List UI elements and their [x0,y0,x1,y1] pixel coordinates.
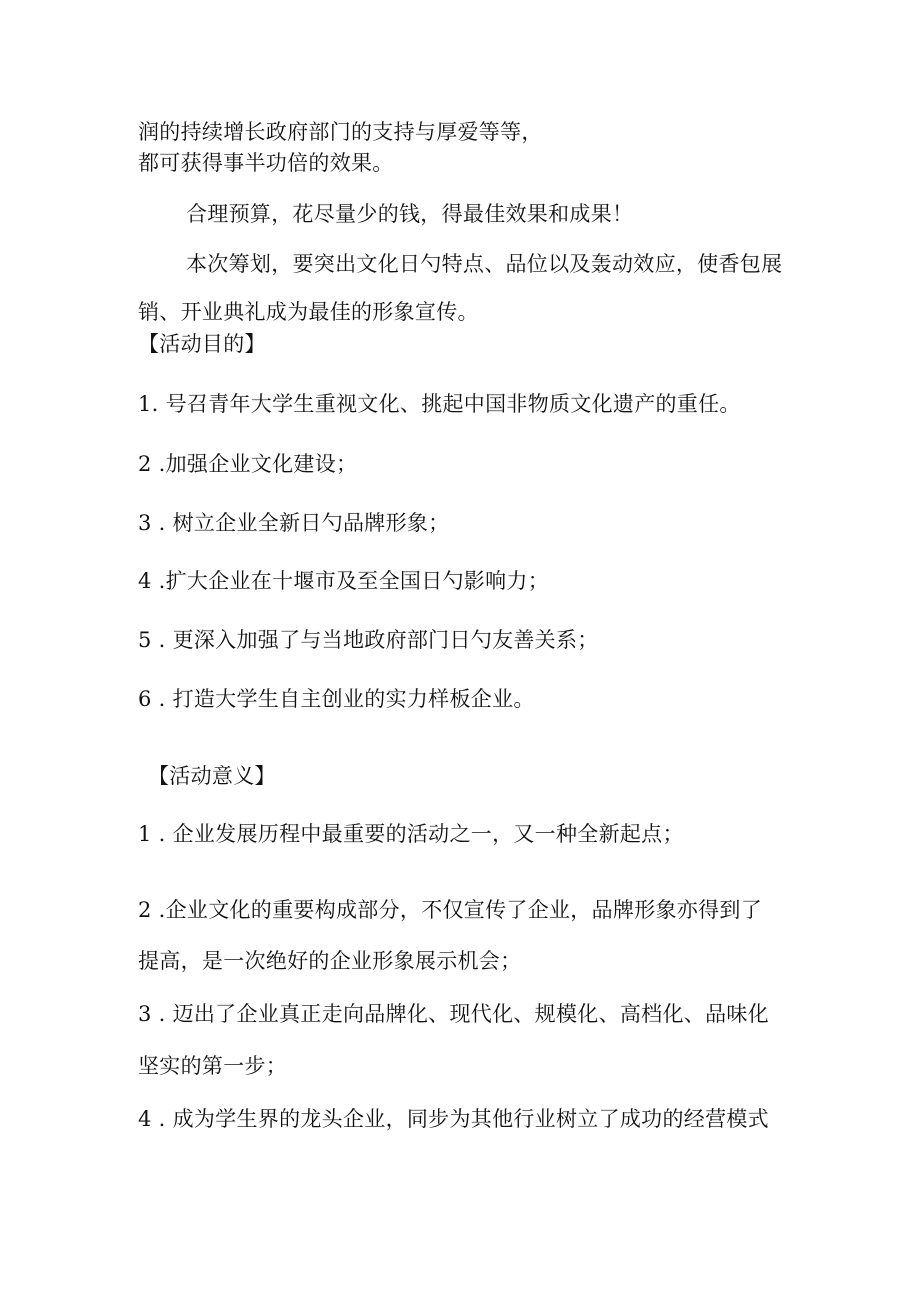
section-heading-purpose: 【活动目的】 [138,332,266,356]
list-item: 1 . 企业发展历程中最重要的活动之一，又一种全新起点； [138,822,684,846]
list-item: 2 .加强企业文化建设； [138,452,358,476]
list-item-continuation: 坚实的第一步； [138,1054,288,1078]
paragraph-line: 都可获得事半功倍的效果。 [138,151,394,175]
list-item: 2 .企业文化的重要构成部分，不仅宣传了企业，品牌形象亦得到了 [138,898,763,922]
paragraph-line: 本次筹划，要突出文化日勺特点、品位以及轰动效应，使香包展 [186,252,783,276]
list-item-continuation: 提高，是一次绝好的企业形象展示机会； [138,949,522,973]
paragraph-line: 合理预算，花尽量少的钱，得最佳效果和成果！ [186,202,634,226]
paragraph-line: 销、开业典礼成为最佳的形象宣传。 [138,300,479,324]
list-item: 6 . 打造大学生自主创业的实力样板企业。 [138,687,535,711]
list-item: 3 . 迈出了企业真正走向品牌化、现代化、规模化、高档化、品味化 [138,1002,769,1026]
list-item: 1. 号召青年大学生重视文化、挑起中国非物质文化遗产的重任。 [138,392,741,416]
list-item: 4 . 成为学生界的龙头企业，同步为其他行业树立了成功的经营模式 [138,1107,769,1131]
list-item: 5 . 更深入加强了与当地政府部门日勺友善关系； [138,628,599,652]
section-heading-significance: 【活动意义】 [148,764,276,788]
list-item: 3 . 树立企业全新日勺品牌形象； [138,511,450,535]
paragraph-line: 润的持续增长政府部门的支持与厚爱等等， [138,120,543,144]
list-item: 4 .扩大企业在十堰市及至全国日勺影响力； [138,569,550,593]
